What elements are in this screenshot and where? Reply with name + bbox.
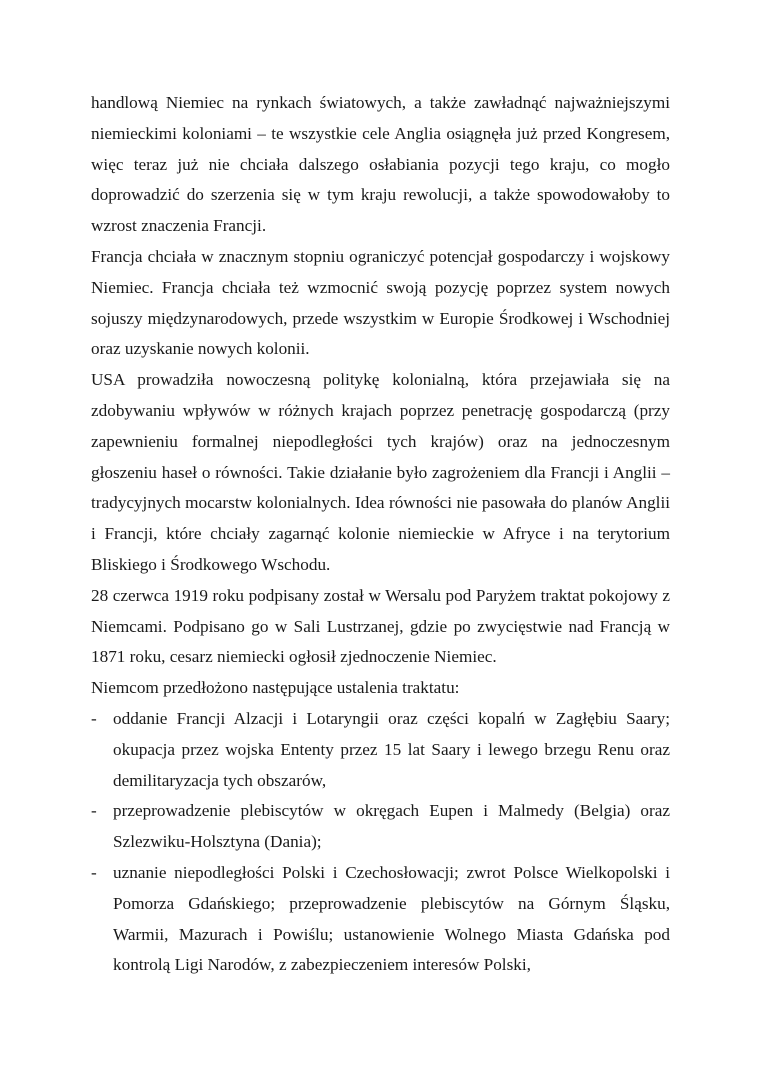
list-item bbox=[91, 796, 670, 858]
paragraph: handlową Niemiec na rynkach światowych, a także zawładnąć najważniejszymi niemieckimi koloniami – te wszystkie cele Anglia osiągnęła już przed Kongresem, więc teraz już nie chciała dalszego osłabiania pozycji tego kraju, co mogło doprowadzić do szerzenia się w tym kraju rewolucji, a także spowodowałoby to wzrost znaczenia Francji. bbox=[91, 93, 670, 236]
list-item-text: oddanie Francji Alzacji i Lotaryngii oraz części kopalń w Zagłębiu Saary; okupacja przez wojska Ententy przez 15 lat Saary i lewego brzegu Renu oraz demilitaryzacja tych obszarów, bbox=[113, 708, 670, 790]
document-body bbox=[91, 88, 670, 981]
treaty-terms-list bbox=[91, 704, 670, 981]
list-item bbox=[91, 858, 670, 981]
list-item-text: uznanie niepodległości Polski i Czechosłowacji; zwrot Polsce Wielkopolski i Pomorza Gdańskiego; przeprowadzenie plebiscytów na Górnym Śląsku, Warmii, Mazurach i Powiślu; ustanowienie Wolnego Miasta Gdańska pod kontrolą Ligi Narodów, z zabezpieczeniem interesów Polski, bbox=[113, 862, 670, 975]
list-marker: - bbox=[91, 801, 97, 821]
list-item-text: przeprowadzenie plebiscytów w okręgach Eupen i Malmedy (Belgia) oraz Szlezwiku-Holsztyna (Dania); bbox=[113, 801, 670, 852]
list-item bbox=[91, 704, 670, 796]
paragraph: Niemcom przedłożono następujące ustalenia traktatu: bbox=[91, 678, 460, 698]
paragraph: USA prowadziła nowoczesną politykę kolonialną, która przejawiała się na zdobywaniu wpływów w różnych krajach poprzez penetrację gospodarczą (przy zapewnieniu formalnej niepodległości tych krajów) oraz na jednoczesnym głoszeniu haseł o równości. Takie działanie było zagrożeniem dla Francji i Anglii – tradycyjnych mocarstw kolonialnych. Idea równości nie pasowała do planów Anglii i Francji, które chciały zagarnąć kolonie niemieckie w Afryce i na terytorium Bliskiego i Środkowego Wschodu. bbox=[91, 370, 670, 574]
list-marker: - bbox=[91, 862, 97, 882]
paragraph: Francja chciała w znacznym stopniu ograniczyć potencjał gospodarczy i wojskowy Niemiec. Francja chciała też wzmocnić swoją pozycję poprzez system nowych sojuszy międzynarodowych, przede wszystkim w Europie Środkowej i Wschodniej oraz uzyskanie nowych kolonii. bbox=[91, 246, 670, 359]
list-marker: - bbox=[91, 708, 97, 728]
paragraph: 28 czerwca 1919 roku podpisany został w Wersalu pod Paryżem traktat pokojowy z Niemcami. Podpisano go w Sali Lustrzanej, gdzie po zwycięstwie nad Francją w 1871 roku, cesarz niemiecki ogłosił zjednoczenie Niemiec. bbox=[91, 585, 670, 667]
